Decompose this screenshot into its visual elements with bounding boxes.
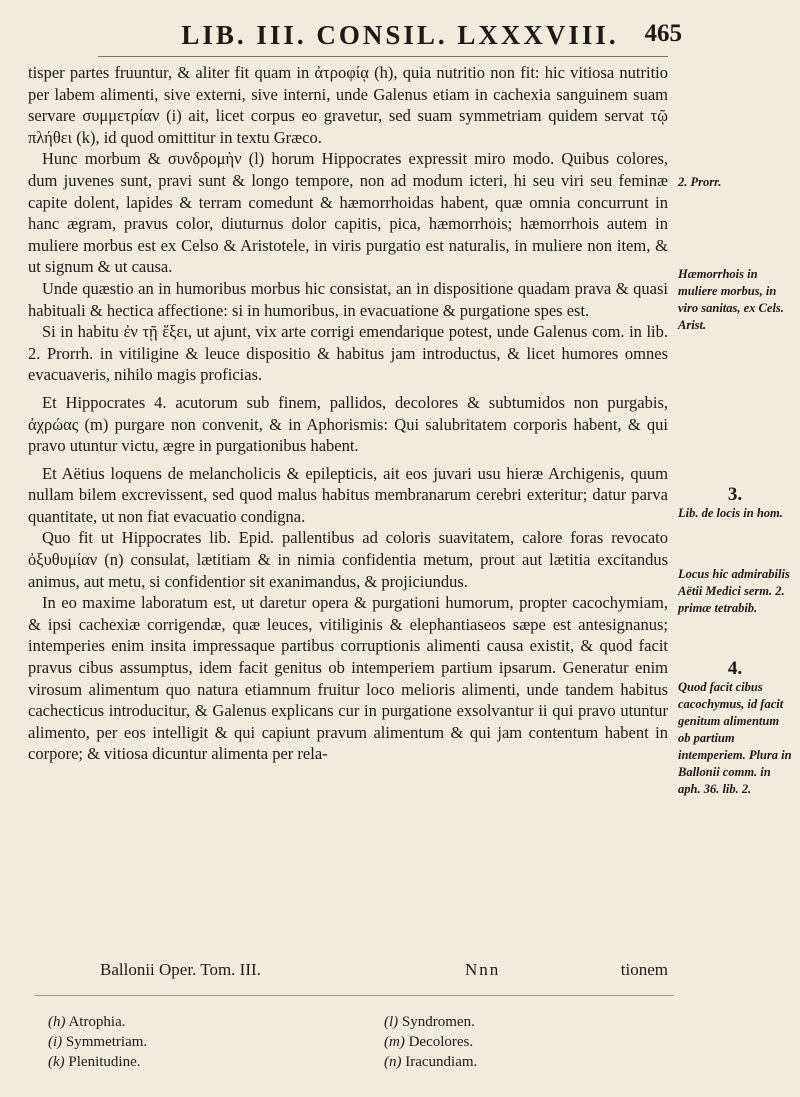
margin-note-text: Locus hic admirabilis Aëtii Medici serm. 2. primæ tetrabib. bbox=[678, 567, 790, 615]
footnote bbox=[48, 1012, 368, 1032]
margin-note bbox=[678, 486, 792, 522]
footnote bbox=[384, 1012, 704, 1032]
footnote bbox=[384, 1052, 704, 1072]
margin-note bbox=[678, 266, 792, 334]
margin-note-number: 3. bbox=[727, 484, 743, 505]
footnote-label: (n) bbox=[384, 1054, 402, 1070]
margin-note-text: 2. Prorr. bbox=[678, 175, 722, 189]
footnote-text: Syndromen. bbox=[401, 1014, 475, 1030]
margin-note-text: Quod facit cibus cacochymus, id facit genitum alimentum ob partium intemperiem. Plura in Ballonii comm. in aph. 36. lib. 2. bbox=[678, 680, 792, 796]
footnote-column-left bbox=[48, 1012, 368, 1072]
paragraph: Et Aëtius loquens de melancholicis & epilepticis, ait eos juvari usu hieræ Archigenis, quum nullam bilem excrevissent, sed quod malus habitus membranarum cerebri exteritur; datur parva quantitate, ut non fiat evacuatio condigna. bbox=[28, 463, 668, 526]
footnote-text: Decolores. bbox=[408, 1034, 474, 1050]
signature-title: Ballonii Oper. Tom. III. bbox=[100, 960, 261, 979]
footnote-column-right bbox=[384, 1012, 704, 1072]
paragraph: Si in habitu ἐν τῇ ἕξει, ut ajunt, vix arte corrigi emendarique potest, unde Galenus com. in lib. 2. Prorrh. in vitiligine & leuce dispositio & habitus jam introductus, & licet humores omnes evacuaveris, nihilo magis proficias. bbox=[28, 322, 668, 385]
paragraph: tisper partes fruuntur, & aliter fit quam in ἀτροφίᾳ (h), quia nutritio non fit: hic vitiosa nutritio per labem alimenti, sive externi, sive interni, unde Galenus etiam in cachexia sanguinem suam servare συμμετρίαν (i) ait, licet corpus eo gravetur, sed suam symmetriam quidem servat τῷ πλήθει (k), id quod omittitur in textu Græco. bbox=[28, 63, 668, 147]
footnote-text: Plenitudine. bbox=[68, 1054, 141, 1070]
catchword: tionem bbox=[620, 960, 668, 979]
footnote bbox=[48, 1052, 368, 1072]
footnote-text: Atrophia. bbox=[68, 1014, 126, 1030]
footnote-label: (k) bbox=[48, 1054, 65, 1070]
header-rule bbox=[98, 56, 668, 57]
signature-mark: Nnn bbox=[465, 960, 501, 979]
margin-note-text: Hæmorrhois in muliere morbus, in viro sanitas, ex Cels. Arist. bbox=[678, 267, 784, 332]
footnote-text: Iracundiam. bbox=[405, 1054, 478, 1070]
footnote-label: (l) bbox=[384, 1014, 399, 1030]
footnote-label: (i) bbox=[48, 1034, 63, 1050]
paragraph: In eo maxime laboratum est, ut daretur opera & purgationi humorum, propter cacochymiam, & ipsi cachexiæ corrigendæ, quæ leuces, vitiliginis & elephantiaseos sæpe est antesignanus; intemperies enim insita impressaque partibus corruptionis alimenti causa existit, & quod facit pravus cibus assumptus, idem facit genitus ob intemperiem partium ipsarum. Generatur enim virosum alimentum quo natura etiamnum fruitur loco melioris alimenti, unde tandem habitus cachecticus introducitur, & Galenus explicans cur in purgatione exsolvantur ii qui pravo utuntur alimento, per eos intelligit & qui capiunt pravum alimentum & qui jam contentum habent in corpore; & vitiosa dicuntur alimenta per rela- bbox=[28, 593, 668, 764]
main-text bbox=[28, 62, 668, 765]
page-number: 465 bbox=[644, 20, 682, 47]
margin-note bbox=[678, 566, 792, 617]
paragraph: Unde quæstio an in humoribus morbus hic consistat, an in dispositione quadam prava & quasi habituali & hectica affectione: si in humoribus, in evacuatione & purgatione spes est. bbox=[28, 278, 668, 320]
margin-note-number: 4. bbox=[727, 658, 743, 679]
footnote bbox=[384, 1032, 704, 1052]
footnote-rule bbox=[34, 995, 674, 996]
footnote bbox=[48, 1032, 368, 1052]
margin-note bbox=[678, 174, 792, 191]
paragraph: Hunc morbum & συνδρομὴν (l) horum Hippocrates expressit miro modo. Quibus colores, dum juvenes sunt, pravi sunt & longo tempore, non ad modum icteri, hi seu viri seu feminæ capite dolent, lapides & terram comedunt & hæmorrhoidas habent, quæ omnia concurrunt in hanc ægram, pravus color, diuturnus dolor capitis, pica, hæmorrhois; hæmorrhois autem in muliere morbus est ex Celso & Aristotele, in viris purgatio est naturalis, in muliere non item, & ut signum & ut causa. bbox=[28, 149, 668, 277]
margin-note bbox=[678, 660, 792, 798]
running-title: LIB. III. CONSIL. LXXXVIII. bbox=[181, 20, 619, 50]
footnote-text: Symmetriam. bbox=[65, 1034, 148, 1050]
margin-note-text: Lib. de locis in hom. bbox=[678, 506, 783, 520]
footnote-label: (m) bbox=[384, 1034, 405, 1050]
footnote-label: (h) bbox=[48, 1014, 66, 1030]
paragraph: Quo fit ut Hippocrates lib. Epid. pallentibus ad coloris suavitatem, calore foras revocato ὀξυθυμίαν (n) consulat, lætitiam & in nimia confidentia metum, prout aut lætitia excitandus animus, aut metu, si confidentior sit exanimandus, & projiciundus. bbox=[28, 528, 668, 591]
paragraph: Et Hippocrates 4. acutorum sub finem, pallidos, decolores & subtumidos non purgabis, ἀχρώας (m) purgare non convenit, & in Aphorismis: Qui salubritatem corporis habent, & qui pravo utuntur victu, ægre in purgationibus habent. bbox=[28, 392, 668, 456]
